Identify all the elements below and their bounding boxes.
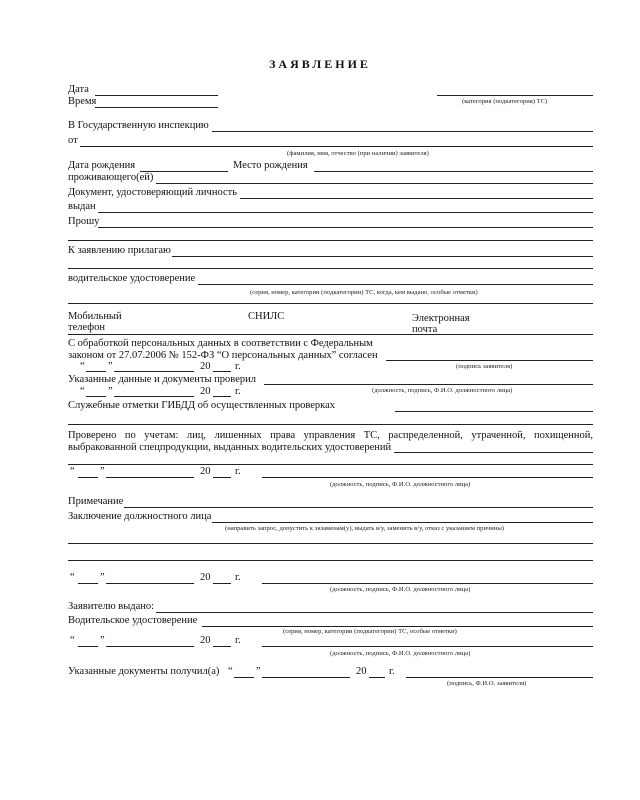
official-caption-4: (должность, подпись, Ф.И.О. должностного лица) — [330, 650, 471, 657]
year-prefix: 20 — [356, 666, 367, 677]
official-caption-3: (должность, подпись, Ф.И.О. должностного лица) — [330, 586, 471, 593]
issued-field[interactable] — [98, 212, 593, 213]
attach-label: К заявлению прилагаю — [68, 245, 171, 256]
applicant-caption: (фамилия, имя, отчество (при наличии) заявителя) — [287, 150, 429, 157]
conclusion-field[interactable] — [212, 522, 593, 523]
day-field-1[interactable] — [86, 371, 106, 372]
form-title: ЗАЯВЛЕНИЕ — [269, 57, 371, 71]
applicant-sign2-caption: (подпись, Ф.И.О. заявителя) — [447, 680, 527, 687]
issued-label: выдан — [68, 201, 96, 212]
phone-label: телефон — [68, 322, 105, 333]
issued-to-label: Заявителю выдано: — [68, 601, 155, 612]
quote-open: “ — [70, 466, 75, 477]
month-field-1[interactable] — [114, 371, 194, 372]
attach-field-2[interactable] — [68, 268, 593, 269]
issued-to-field[interactable] — [156, 612, 593, 613]
official-field-5[interactable] — [262, 646, 593, 647]
month-field-2[interactable] — [114, 396, 194, 397]
year-prefix: 20 — [200, 635, 211, 646]
year-field-5[interactable] — [213, 646, 231, 647]
consent-line-2: законом от 27.07.2006 № 152-ФЗ “О персональных данных” согласен — [68, 350, 378, 361]
conclusion-field-3[interactable] — [68, 560, 593, 561]
official-field-3[interactable] — [262, 477, 593, 478]
day-field-4[interactable] — [78, 583, 98, 584]
license-caption: (серия, номер, категории (подкатегории) ТС, когда, кем выдано, особые отметки) — [250, 289, 478, 296]
day-field-3[interactable] — [78, 477, 98, 478]
request-field-2[interactable] — [68, 240, 593, 241]
contacts-line[interactable] — [68, 334, 593, 335]
license-label: водительское удостоверение — [68, 273, 196, 284]
quote-close: ” — [256, 666, 261, 677]
residing-label: проживающего(ей) — [68, 172, 154, 183]
from-label: от — [68, 135, 78, 146]
license-field-2[interactable] — [68, 303, 593, 304]
received-month-field[interactable] — [262, 677, 350, 678]
conclusion-field-2[interactable] — [68, 543, 593, 544]
date-label: Дата — [68, 84, 89, 95]
year-field-3[interactable] — [213, 477, 231, 478]
residing-field[interactable] — [156, 183, 593, 184]
quote-close: ” — [100, 466, 105, 477]
applicant-sign2-field[interactable] — [406, 677, 593, 678]
document-label: Документ, удостоверяющий личность — [68, 187, 237, 198]
verified-text: Проверено по учетам: лиц, лишенных права управления ТС, распределенной, утраченной, похищенной, выбракованной спецпродукции, выданных водительских удостоверений — [68, 430, 593, 453]
year-prefix: 20 — [200, 466, 211, 477]
verified-field-2[interactable] — [68, 464, 593, 465]
year-prefix: 20 — [200, 361, 211, 372]
inspection-field[interactable] — [212, 131, 593, 132]
applicant-name-field[interactable] — [80, 146, 593, 147]
attach-field-1[interactable] — [172, 256, 593, 257]
quote-open: “ — [70, 635, 75, 646]
quote-open: “ — [70, 572, 75, 583]
category-field[interactable] — [437, 95, 593, 96]
consent-signature-field[interactable] — [386, 360, 593, 361]
received-day-field[interactable] — [234, 677, 254, 678]
year-prefix: 20 — [200, 572, 211, 583]
official-field-4[interactable] — [262, 583, 593, 584]
quote-open: “ — [80, 361, 85, 372]
birth-date-label: Дата рождения — [68, 160, 136, 171]
month-field-4[interactable] — [106, 583, 194, 584]
quote-close: ” — [108, 361, 113, 372]
note-label: Примечание — [68, 496, 124, 507]
month-field-5[interactable] — [106, 646, 194, 647]
time-field[interactable] — [95, 107, 218, 108]
date-field[interactable] — [95, 95, 218, 96]
day-field-5[interactable] — [78, 646, 98, 647]
day-field-2[interactable] — [86, 396, 106, 397]
category-caption: (категория (подкатегория) ТС) — [462, 98, 548, 105]
checked-label: Указанные данные и документы проверил — [68, 374, 256, 385]
quote-open: “ — [80, 386, 85, 397]
request-label: Прошу — [68, 216, 100, 227]
time-label: Время — [68, 96, 97, 107]
checked-field[interactable] — [264, 384, 593, 385]
note-field[interactable] — [124, 507, 593, 508]
document-field[interactable] — [240, 198, 593, 199]
snils-label: СНИЛС — [248, 311, 285, 322]
received-label: Указанные документы получил(а) — [68, 666, 220, 677]
birth-place-field[interactable] — [314, 171, 593, 172]
year-field-2[interactable] — [213, 396, 231, 397]
year-suffix: г. — [235, 635, 241, 646]
year-suffix: г. — [235, 386, 241, 397]
year-field-4[interactable] — [213, 583, 231, 584]
request-field-1[interactable] — [98, 227, 593, 228]
month-field-3[interactable] — [106, 477, 194, 478]
year-suffix: г. — [235, 572, 241, 583]
birth-place-label: Место рождения — [233, 160, 308, 171]
conclusion-label: Заключение должностного лица — [68, 511, 212, 522]
quote-close: ” — [108, 386, 113, 397]
mail-label: почта — [412, 324, 438, 335]
license2-caption: (серия, номер, категории (подкатегории) ТС, особые отметки) — [283, 628, 457, 635]
applicant-signature-caption: (подпись заявителя) — [456, 363, 513, 370]
inspection-label: В Государственную инспекцию — [68, 120, 209, 131]
license2-field[interactable] — [202, 626, 593, 627]
license-field[interactable] — [198, 284, 593, 285]
official-caption-2: (должность, подпись, Ф.И.О. должностного лица) — [330, 481, 471, 488]
quote-open: “ — [228, 666, 233, 677]
mobile-label: Мобильный — [68, 311, 122, 322]
service-marks-label: Служебные отметки ГИБДД об осуществленных проверках — [68, 400, 336, 411]
official-caption-1: (должность, подпись, Ф.И.О. должностного лица) — [372, 387, 513, 394]
service-marks-field-2[interactable] — [68, 424, 593, 425]
service-marks-field[interactable] — [395, 411, 593, 412]
year-suffix: г. — [235, 466, 241, 477]
conclusion-caption: (направить запрос, допустить к экзаменам(у), выдать в/у, заменить в/у, отказ с указанием причины) — [225, 525, 504, 532]
year-field-1[interactable] — [213, 371, 231, 372]
received-year-field[interactable] — [369, 677, 385, 678]
verified-field[interactable] — [394, 452, 593, 453]
quote-close: ” — [100, 635, 105, 646]
quote-close: ” — [100, 572, 105, 583]
year-prefix: 20 — [200, 386, 211, 397]
year-suffix: г. — [235, 361, 241, 372]
license2-label: Водительское удостоверение — [68, 615, 198, 626]
email-label: Электронная — [412, 313, 470, 324]
consent-line-1: С обработкой персональных данных в соответствии с Федеральным — [68, 338, 373, 349]
year-suffix: г. — [389, 666, 395, 677]
